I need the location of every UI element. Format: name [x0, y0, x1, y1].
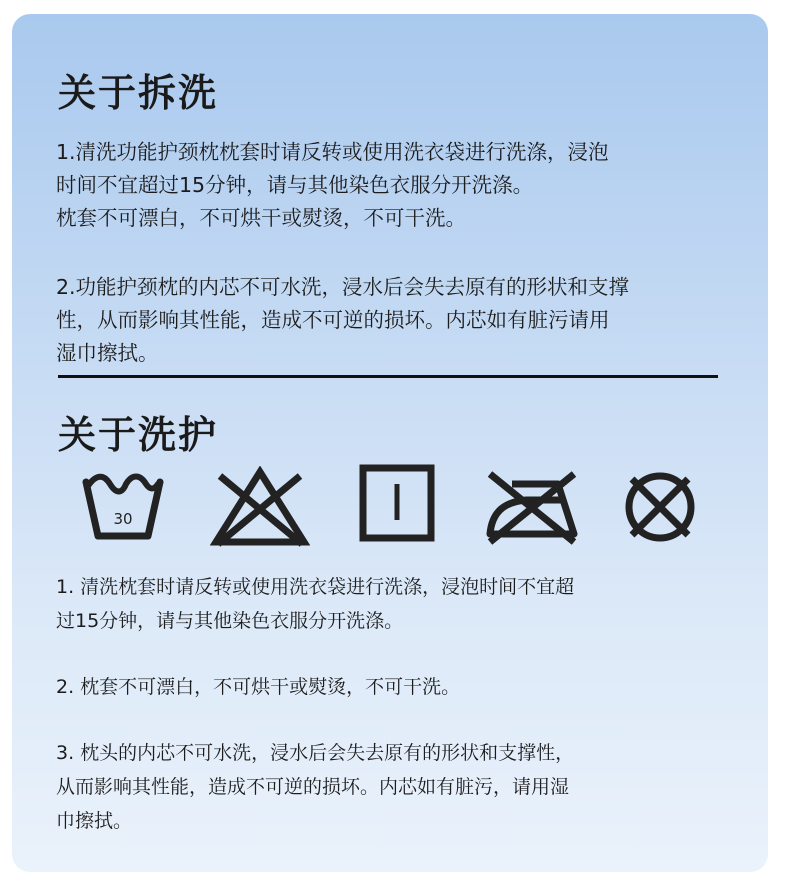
no-bleach-icon	[210, 466, 310, 548]
paragraph-2-line-1: 2.功能护颈枕的内芯不可水洗，浸水后会失去原有的形状和支撑	[56, 275, 630, 299]
paragraph-2-line-3: 湿巾擦拭。	[56, 341, 159, 365]
care-item-1-line-1: 1. 清洗枕套时请反转或使用洗衣袋进行洗涤，浸泡时间不宜超	[56, 576, 575, 598]
care-item-3-line-1: 3. 枕头的内芯不可水洗，浸水后会失去原有的形状和支撑性，	[56, 742, 575, 764]
care-item-1-line-2: 过15分钟，请与其他染色衣服分开洗涤。	[56, 610, 404, 632]
section-title-disassembly-washing: 关于拆洗	[58, 71, 219, 115]
tumble-dry-icon	[359, 464, 435, 542]
paragraph-2-line-2: 性，从而影响其性能，造成不可逆的损坏。内芯如有脏污请用	[56, 308, 610, 332]
hand-wash-30-icon	[82, 466, 164, 546]
care-item-3-line-3: 巾擦拭。	[56, 810, 133, 832]
no-iron-icon	[482, 466, 582, 546]
wash-temperature-label: 30	[113, 510, 133, 528]
paragraph-1-line-3: 枕套不可漂白，不可烘干或熨烫，不可干洗。	[56, 206, 466, 230]
paragraph-1-line-2: 时间不宜超过15分钟，请与其他染色衣服分开洗涤。	[56, 173, 534, 197]
section-title-care: 关于洗护	[58, 413, 219, 457]
care-item-3-line-2: 从而影响其性能，造成不可逆的损坏。内芯如有脏污，请用湿	[56, 776, 570, 798]
paragraph-1-line-1: 1.清洗功能护颈枕枕套时请反转或使用洗衣袋进行洗涤，浸泡	[56, 140, 609, 164]
section-divider	[58, 375, 718, 378]
care-instructions-card	[12, 14, 768, 872]
care-item-2: 2. 枕套不可漂白，不可烘干或熨烫，不可干洗。	[56, 676, 461, 698]
no-dry-clean-icon	[622, 469, 698, 545]
